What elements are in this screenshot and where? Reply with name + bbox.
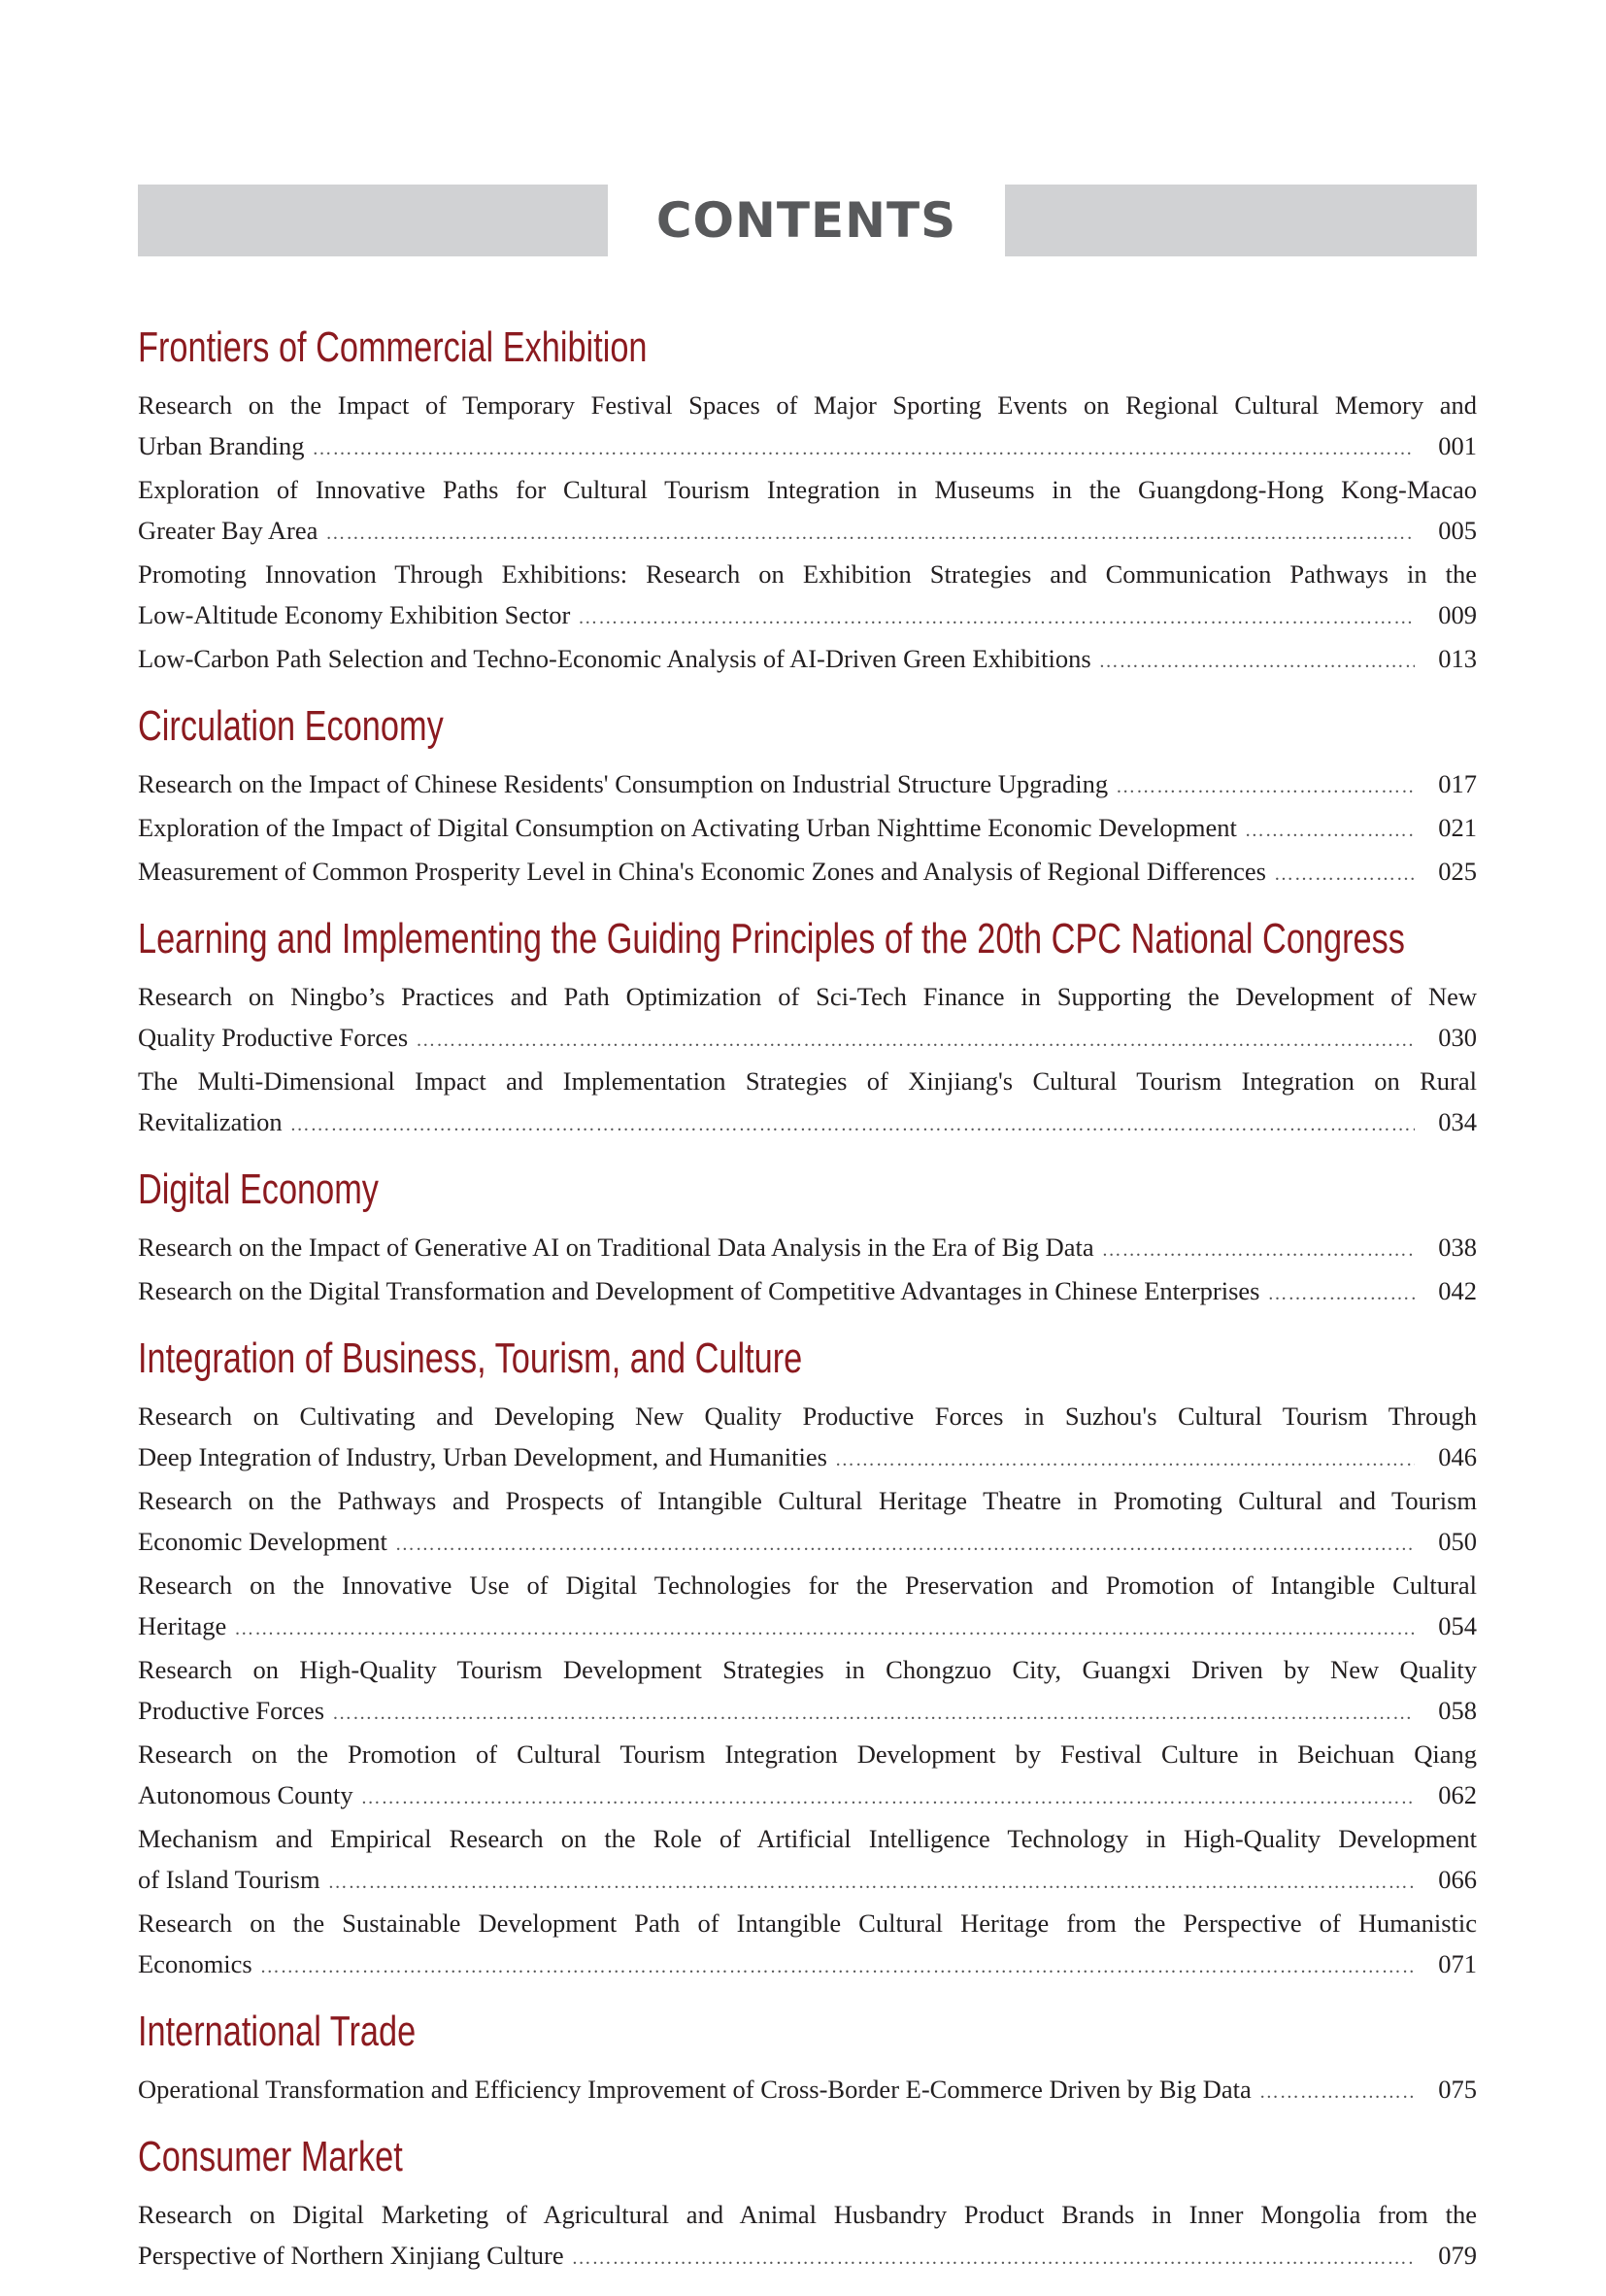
page-number: 025 <box>1438 857 1477 886</box>
toc-entry[interactable] <box>138 763 1477 807</box>
entry-last-line <box>138 1605 1477 1649</box>
entry-title-line: Mechanism and Empirical Research on the Role of Artificial Intelligence Technology in High-Quality Development <box>138 1824 1477 1853</box>
dot-leader <box>361 1777 1416 1818</box>
entry-title-text: Autonomous County <box>138 1780 353 1809</box>
dot-leader <box>332 1693 1415 1734</box>
page-number: 079 <box>1438 2241 1477 2270</box>
dot-leader <box>260 1946 1416 1987</box>
entry-last-line <box>138 1943 1477 1987</box>
entry-last-line <box>138 1859 1477 1903</box>
toc-entry[interactable] <box>138 1270 1477 1314</box>
toc-entry[interactable] <box>138 1565 1477 1649</box>
entry-title-text: Low-Carbon Path Selection and Techno-Economic Analysis of AI-Driven Green Exhibitions <box>138 644 1091 673</box>
entry-title-line: Research on the Innovative Use of Digital Technologies for the Preservation and Promotion of Intangible Cultural <box>138 1570 1477 1600</box>
toc-entry[interactable] <box>138 1061 1477 1145</box>
toc-entry[interactable] <box>138 2069 1477 2112</box>
dot-leader <box>1099 641 1416 682</box>
entry-last-line <box>138 1774 1477 1818</box>
page-number: 042 <box>1438 1276 1477 1305</box>
entry-last-line <box>138 1690 1477 1734</box>
section-heading: International Trade <box>138 2008 417 2055</box>
entry-title-text: Perspective of Northern Xinjiang Culture <box>138 2241 564 2270</box>
entry-title-line: Research on the Pathways and Prospects of Intangible Cultural Heritage Theatre in Promoting Cultural and Tourism <box>138 1486 1477 1515</box>
entry-title-text: Revitalization <box>138 1107 283 1136</box>
entry-title-text: Economic Development <box>138 1527 387 1556</box>
entry-title-line: Research on the Promotion of Cultural Tourism Integration Development by Festival Culture in Beichuan Qiang <box>138 1739 1477 1769</box>
toc-section <box>138 321 1477 682</box>
entry-last-line <box>138 851 1477 895</box>
entry-title-text: Deep Integration of Industry, Urban Development, and Humanities <box>138 1442 827 1471</box>
entry-title-text: Quality Productive Forces <box>138 1023 409 1052</box>
entry-title-line: Research on the Sustainable Development Path of Intangible Cultural Heritage from the Perspective of Humanistic <box>138 1908 1477 1938</box>
page-number: 017 <box>1438 769 1477 798</box>
table-of-contents <box>138 321 1477 2296</box>
section-heading: Circulation Economy <box>138 702 444 750</box>
entry-last-line <box>138 638 1477 682</box>
toc-entry[interactable] <box>138 1480 1477 1565</box>
entry-last-line <box>138 1270 1477 1314</box>
dot-leader <box>325 513 1415 554</box>
entry-last-line <box>138 510 1477 554</box>
dot-leader <box>1116 766 1415 807</box>
section-heading: Frontiers of Commercial Exhibition <box>138 323 648 371</box>
section-heading: Consumer Market <box>138 2133 403 2180</box>
page-number: 021 <box>1438 813 1477 842</box>
page-number: 062 <box>1438 1780 1477 1809</box>
dot-leader <box>578 597 1415 638</box>
entry-title-line: The Multi-Dimensional Impact and Implementation Strategies of Xinjiang's Cultural Tourism Integration on Rural <box>138 1066 1477 1096</box>
header-bar-left <box>138 185 608 256</box>
section-heading: Learning and Implementing the Guiding Principles of the 20th CPC National Congress <box>138 915 1405 962</box>
dot-leader <box>1102 1230 1416 1270</box>
entry-title-text: Urban Branding <box>138 431 305 460</box>
entry-title-text: Research on the Digital Transformation and Development of Competitive Advantages in Chinese Enterprises <box>138 1276 1260 1305</box>
entry-last-line <box>138 2235 1477 2279</box>
entry-title-text: Low-Altitude Economy Exhibition Sector <box>138 600 571 629</box>
dot-leader <box>290 1104 1416 1145</box>
entry-title-line: Research on Ningbo’s Practices and Path Optimization of Sci-Tech Finance in Supporting the Development of New <box>138 982 1477 1011</box>
entry-last-line <box>138 1101 1477 1145</box>
page-number: 071 <box>1438 1949 1477 1978</box>
entry-last-line <box>138 807 1477 851</box>
entry-last-line <box>138 1227 1477 1270</box>
toc-section <box>138 2130 1477 2279</box>
entry-last-line <box>138 1017 1477 1061</box>
page-number: 075 <box>1438 2075 1477 2104</box>
entry-title-line: Exploration of Innovative Paths for Cultural Tourism Integration in Museums in the Guangdong-Hong Kong-Macao <box>138 475 1477 504</box>
dot-leader <box>416 1020 1415 1061</box>
page-number: 034 <box>1438 1107 1477 1136</box>
page-number: 054 <box>1438 1611 1477 1640</box>
entry-title-text: Research on the Impact of Chinese Residents' Consumption on Industrial Structure Upgrading <box>138 769 1109 798</box>
toc-entry[interactable] <box>138 1903 1477 1987</box>
entry-title-text: Productive Forces <box>138 1696 325 1725</box>
entry-last-line <box>138 425 1477 469</box>
dot-leader <box>234 1608 1415 1649</box>
page-number: 058 <box>1438 1696 1477 1725</box>
dot-leader <box>328 1862 1416 1903</box>
toc-entry[interactable] <box>138 807 1477 851</box>
page-number: 030 <box>1438 1023 1477 1052</box>
dot-leader <box>312 428 1415 469</box>
dot-leader <box>395 1524 1415 1565</box>
entry-title-text: of Island Tourism <box>138 1865 320 1894</box>
toc-entry[interactable] <box>138 851 1477 895</box>
entry-title-line: Research on the Impact of Temporary Festival Spaces of Major Sporting Events on Regional Cultural Memory and <box>138 390 1477 420</box>
entry-title-line: Promoting Innovation Through Exhibitions: Research on Exhibition Strategies and Communication Pathways in the <box>138 559 1477 589</box>
entry-title-text: Greater Bay Area <box>138 516 318 545</box>
page-number: 013 <box>1438 644 1477 673</box>
toc-entry[interactable] <box>138 385 1477 469</box>
page-number: 001 <box>1438 431 1477 460</box>
dot-leader <box>835 1439 1415 1480</box>
page-number: 066 <box>1438 1865 1477 1894</box>
page-number: 005 <box>1438 516 1477 545</box>
toc-entry[interactable] <box>138 1734 1477 1818</box>
entry-last-line <box>138 763 1477 807</box>
entry-title-text: Exploration of the Impact of Digital Consumption on Activating Urban Nighttime Economic Development <box>138 813 1237 842</box>
entry-title-text: Research on the Impact of Generative AI on Traditional Data Analysis in the Era of Big Data <box>138 1232 1094 1262</box>
entry-title-text: Measurement of Common Prosperity Level in China's Economic Zones and Analysis of Regional Differences <box>138 857 1266 886</box>
entry-title-line: Research on Digital Marketing of Agricultural and Animal Husbandry Product Brands in Inner Mongolia from the <box>138 2200 1477 2229</box>
page-number: 050 <box>1438 1527 1477 1556</box>
page-title: CONTENTS <box>655 192 957 249</box>
toc-section <box>138 699 1477 895</box>
toc-entry[interactable] <box>138 1227 1477 1270</box>
entry-last-line <box>138 594 1477 638</box>
entry-last-line <box>138 2069 1477 2112</box>
toc-entry[interactable] <box>138 1649 1477 1734</box>
toc-section <box>138 2005 1477 2112</box>
toc-section <box>138 912 1477 1145</box>
entry-last-line <box>138 1436 1477 1480</box>
entry-last-line <box>138 1521 1477 1565</box>
toc-entry[interactable] <box>138 1818 1477 1903</box>
toc-entry[interactable] <box>138 976 1477 1061</box>
dot-leader <box>572 2238 1416 2279</box>
dot-leader <box>1274 854 1415 895</box>
entry-title-text: Heritage <box>138 1611 227 1640</box>
toc-entry[interactable] <box>138 638 1477 682</box>
section-heading: Digital Economy <box>138 1165 379 1213</box>
section-heading: Integration of Business, Tourism, and Culture <box>138 1334 803 1382</box>
page-number: 046 <box>1438 1442 1477 1471</box>
header-bar-right <box>1005 185 1477 256</box>
entry-title-line: Research on Cultivating and Developing New Quality Productive Forces in Suzhou's Cultural Tourism Through <box>138 1401 1477 1431</box>
toc-section <box>138 1163 1477 1314</box>
dot-leader <box>1245 810 1415 851</box>
toc-entry[interactable] <box>138 554 1477 638</box>
entry-title-line: Research on High-Quality Tourism Development Strategies in Chongzuo City, Guangxi Driven by New Quality <box>138 1655 1477 1684</box>
page-number: 038 <box>1438 1232 1477 1262</box>
entry-title-text: Economics <box>138 1949 252 1978</box>
dot-leader <box>1259 2072 1415 2112</box>
entry-title-text: Operational Transformation and Efficiency Improvement of Cross-Border E-Commerce Driven by Big Data <box>138 2075 1252 2104</box>
toc-section <box>138 1332 1477 1987</box>
toc-entry[interactable] <box>138 1396 1477 1480</box>
contents-header <box>138 185 1477 256</box>
dot-leader <box>1267 1273 1415 1314</box>
toc-entry[interactable] <box>138 469 1477 554</box>
page-number: 009 <box>1438 600 1477 629</box>
toc-entry[interactable] <box>138 2194 1477 2279</box>
